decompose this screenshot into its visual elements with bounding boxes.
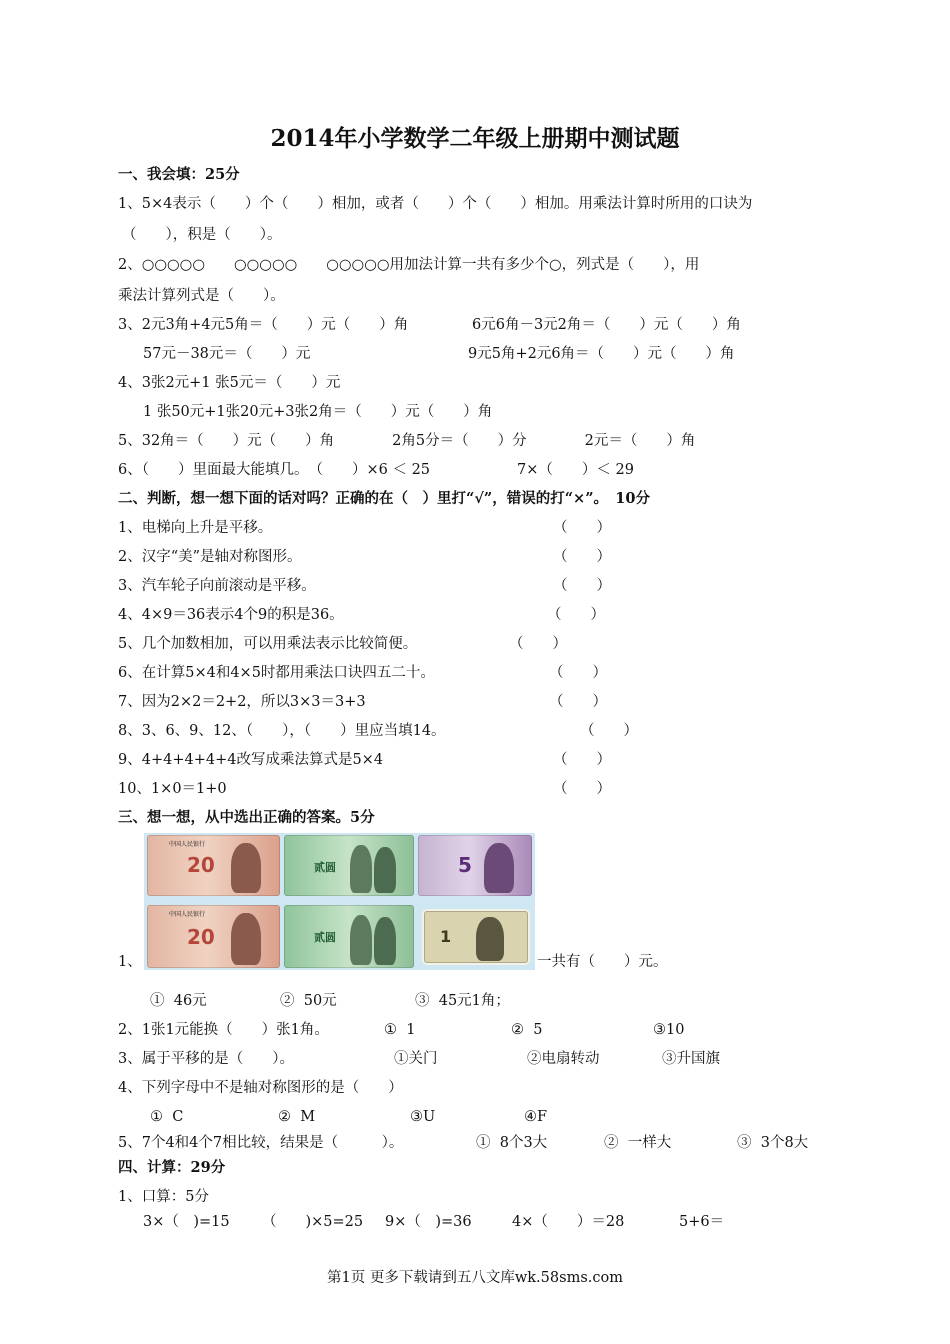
portrait-icon [350,845,372,893]
answer-paren[interactable]: （ ） [553,578,611,594]
answer-paren[interactable]: （ ） [547,607,605,623]
judgement-item: 6、在计算5×4和4×5时都用乘法口诀四五二十。 [118,665,435,681]
option[interactable]: ③ 3个8大 [737,1135,809,1151]
s1-line: 1、5×4表示（ ）个（ ）相加，或者（ ）个（ ）相加。用乘法计算时所用的口诀为 [118,196,753,212]
two-yuan-note [284,905,414,968]
option[interactable]: ② 5 [511,1022,543,1038]
s3-q5-text: 5、7个4和4个7相比较，结果是（ ）。 [118,1135,404,1151]
section-1-heading: 一、我会填：25分 [118,166,240,183]
portrait-icon [484,843,514,893]
judgement-item: 4、4×9＝36表示4个9的积是36。 [118,607,344,623]
option[interactable]: ③10 [653,1022,685,1038]
s3-q4-text: 4、下列字母中不是轴对称图形的是（ ） [118,1080,403,1096]
judgement-item: 10、1×0＝1+0 [118,781,227,797]
mental-math-item: 3×（ )=15 [143,1214,230,1230]
note-value: 贰圆 [314,861,336,874]
s4-subheading: 1、口算：5分 [118,1189,209,1205]
judgement-item: 8、3、6、9、12、（ ），（ ）里应当填14。 [118,723,446,739]
mental-math-item: 5+6＝ [679,1214,725,1230]
answer-paren[interactable]: （ ） [509,636,567,652]
portrait-icon [374,847,396,893]
section-2-heading: 二、判断，想一想下面的话对吗？正确的在（ ）里打“√”，错误的打“×”。 10分 [118,490,650,507]
portrait-icon [350,915,372,965]
option[interactable]: ① 1 [384,1022,416,1038]
portrait-icon [231,843,261,893]
judgement-item: 1、电梯向上升是平移。 [118,520,273,536]
s3-q1-text: 一共有（ ）元。 [537,954,668,970]
note-value: 20 [187,925,215,949]
option[interactable]: ① 8个3大 [476,1135,548,1151]
five-yuan-note [418,835,532,896]
judgement-item: 7、因为2×2＝2+2，所以3×3＝3+3 [118,694,366,710]
option[interactable]: ② 50元 [280,993,337,1009]
portrait-icon [374,917,396,965]
note-value: 5 [458,853,472,877]
s1-line: 9元5角+2元6角＝（ ）元（ ）角 [468,346,735,362]
judgement-item: 3、汽车轮子向前滚动是平移。 [118,578,316,594]
portrait-icon [476,917,504,961]
mental-math-item: （ )×5=25 [262,1214,364,1230]
s1-line: 57元－38元＝（ ）元 [143,346,311,362]
option[interactable]: ③升国旗 [662,1051,720,1067]
judgement-item: 5、几个加数相加，可以用乘法表示比较简便。 [118,636,418,652]
note-value: 贰圆 [314,931,336,944]
option[interactable]: ② 一样大 [604,1135,672,1151]
option[interactable]: ① 46元 [150,993,207,1009]
option[interactable]: ② M [278,1109,316,1125]
s1-line: 乘法计算列式是（ ）。 [118,288,285,304]
banknotes-image [144,833,535,970]
option[interactable]: ① C [150,1109,184,1125]
portrait-icon [231,913,261,965]
s1-line: 5、32角＝（ ）元（ ）角 2角5分＝（ ）分 2元＝（ ）角 [118,433,696,449]
bank-name: 中国人民银行 [169,911,206,918]
note-value: 20 [187,853,215,877]
s1-line: 4、3张2元+1 张5元＝（ ）元 [118,375,341,391]
twenty-yuan-note [147,835,280,896]
section-4-heading: 四、计算：29分 [118,1159,226,1176]
s1-line: （ ），积是（ ）。 [122,227,282,243]
note-value: 1 [440,927,452,946]
s1-line: 1 张50元+1张20元+3张2角＝（ ）元（ ）角 [143,404,493,420]
judgement-item: 2、汉字“美”是轴对称图形。 [118,549,302,565]
answer-paren[interactable]: （ ） [580,723,638,739]
option[interactable]: ③ 45元1角； [415,993,510,1009]
answer-paren[interactable]: （ ） [553,520,611,536]
twenty-yuan-note [147,905,280,968]
mental-math-item: 4×（ ）＝28 [512,1214,625,1230]
s1-line: 6、（ ）里面最大能填几。 （ ）×6 ＜ 25 7×（ ）＜ 29 [118,462,634,478]
answer-paren[interactable]: （ ） [553,781,611,797]
s1-line: 3、2元3角+4元5角＝（ ）元（ ）角 [118,317,409,333]
bank-name: 中国人民银行 [169,841,206,848]
mental-math-item: 9×（ )=36 [385,1214,472,1230]
answer-paren[interactable]: （ ） [549,665,607,681]
answer-paren[interactable]: （ ） [553,549,611,565]
section-3-heading: 三、想一想，从中选出正确的答案。5分 [118,809,375,826]
s3-q1-prefix: 1、 [118,954,142,970]
option[interactable]: ③U [410,1109,436,1125]
s1-line: 2、○○○○○ ○○○○○ ○○○○○用加法计算一共有多少个○，列式是（ ），用 [118,257,700,273]
s3-q2-text: 2、1张1元能换（ ）张1角。 [118,1022,329,1038]
two-yuan-note [284,835,414,896]
page-title: 2014年小学数学二年级上册期中测试题 [270,125,680,152]
one-yuan-note [424,911,528,963]
page-footer: 第1页 更多下载请到五八文库wk.58sms.com [327,1270,623,1286]
s1-line: 6元6角－3元2角＝（ ）元（ ）角 [472,317,741,333]
s3-q3-text: 3、属于平移的是（ ）。 [118,1051,294,1067]
answer-paren[interactable]: （ ） [549,694,607,710]
judgement-item: 9、4+4+4+4+4改写成乘法算式是5×4 [118,752,384,768]
option[interactable]: ①关门 [394,1051,438,1067]
option[interactable]: ④F [524,1109,548,1125]
answer-paren[interactable]: （ ） [553,752,611,768]
option[interactable]: ②电扇转动 [527,1051,600,1067]
